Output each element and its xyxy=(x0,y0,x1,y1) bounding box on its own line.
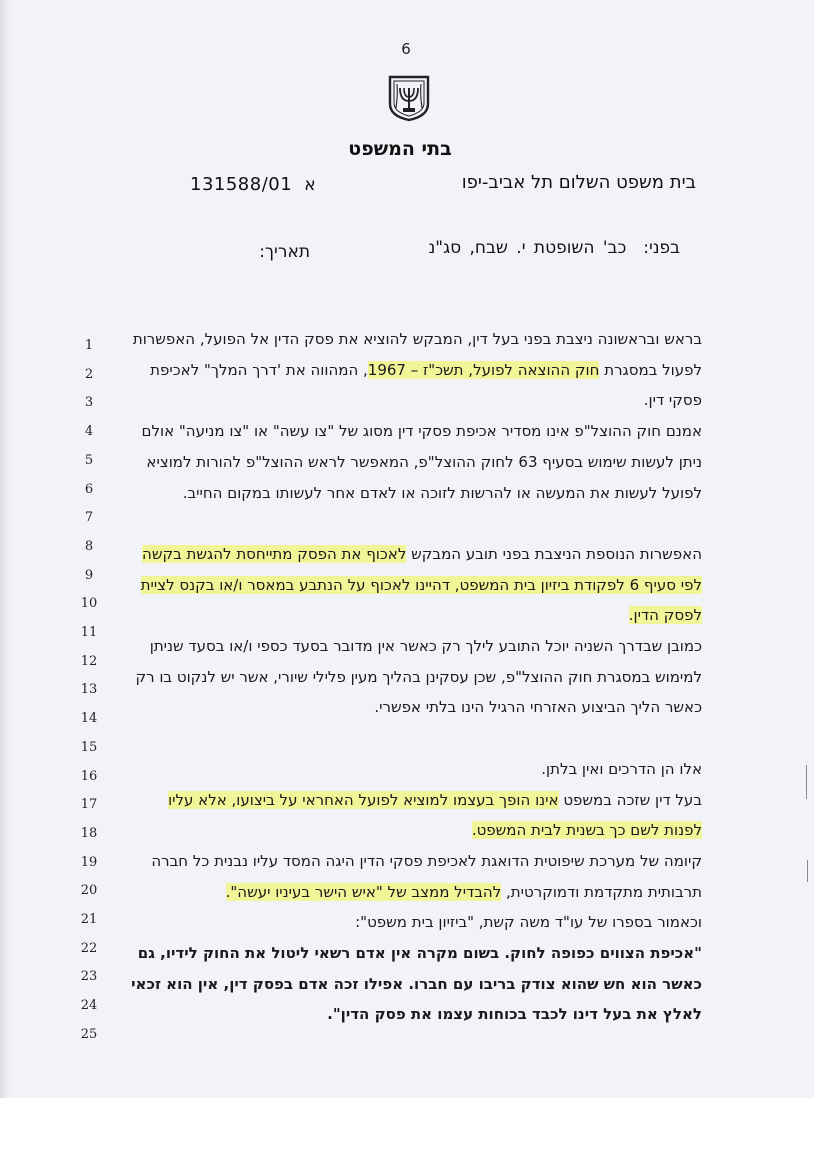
line-number: 6 xyxy=(84,481,94,497)
line-number: 24 xyxy=(80,998,98,1014)
line-number: 2 xyxy=(84,366,94,382)
line-number: 19 xyxy=(80,854,98,870)
highlighted-text: לאכוף את הפסק מתייחסת להגשת בקשה לפי סעיף 6 לפקודת ביזיון בית המשפט, דהיינו לאכוף על הנתבע במאסר ו/או בקנס לציית לפסק הדין. xyxy=(140,544,702,625)
line-number: 23 xyxy=(80,969,98,985)
case-number-suffix: א xyxy=(304,175,317,195)
highlighted-text: להבדיל ממצב של "איש הישר בעיניו יעשה". xyxy=(225,882,502,901)
line-number: 3 xyxy=(84,395,94,411)
line-number: 8 xyxy=(84,538,94,554)
paragraph-litigant xyxy=(126,785,702,846)
line-number: 25 xyxy=(80,1026,98,1042)
line-number: 11 xyxy=(80,625,98,640)
paragraph-text: בראש ובראשונה ניצבת בפני בעל דין, המבקש להוציא את פסק הדין אל הפועל, האפשרות לפעול במסגרת xyxy=(132,330,702,379)
highlighted-text: אינו הופך בעצמו למוציא לפועל האחראי על ביצועו, אלא עליו xyxy=(168,790,559,809)
paragraph-text: קיומה של מערכת שיפוטית הדואגת לאכיפת פסקי הדין היגה המסד עליו נבנית כל חברה תרבותית מתקדמת ודמוקרטית, xyxy=(151,851,702,901)
scan-speck xyxy=(807,860,808,882)
line-number: 4 xyxy=(84,424,94,440)
court-system-title: בתי המשפט xyxy=(348,138,452,160)
line-number: 20 xyxy=(80,883,98,899)
paragraph-text: , המהווה את 'דרך המלך" לאכיפת פסקי דין. xyxy=(150,360,702,410)
paragraph-section-63: אמנם חוק ההוצל"פ אינו מסדיר אכיפת פסקי דין מסוג של "צו עשה" או "צו מניעה" אולם ניתן לעשות שימוש בסעיף 63 לחוק ההוצל"פ, המאפשר לראש ההוצל"פ להורות למוציא לפועל לעשות את המעשה או להרשות לזוכה או לאדם אחר לעשותו במקום החייב. xyxy=(141,422,702,502)
before-label: בפני: xyxy=(643,238,680,258)
judge-name: כב' השופטת י. שבח, סג"נ xyxy=(428,238,627,258)
line-number: 10 xyxy=(80,596,98,612)
paragraph-citation-intro: וכאמור בספרו של עו"ד משה קשת, "ביזיון בית משפט": xyxy=(355,913,702,932)
line-number: 21 xyxy=(80,912,98,927)
paragraph-second-route: כמובן שבדרך השניה יוכל התובע לילך רק כאשר אין מדובר בסעד כספי ו/או בסעד שניתן למימוש במסגרת חוק ההוצל"פ, שכן עסקינן בהליך מעין פלילי שיורי, אשר יש לנקוט בו רק כאשר הליך הביצוע האזרחי הרגיל הינו בלתי אפשרי. xyxy=(135,637,702,717)
line-number: 7 xyxy=(84,510,94,526)
date-label: תאריך: xyxy=(259,242,310,262)
case-number-value: 131588/01 xyxy=(190,174,293,195)
paragraph-text: בעל דין שזכה במשפט xyxy=(558,790,702,809)
line-number: 13 xyxy=(80,682,98,698)
highlighted-text: חוק ההוצאה לפועל, תשכ"ז – 1967 xyxy=(367,360,600,379)
line-number: 1 xyxy=(84,338,94,353)
highlighted-text: לפנות לשם כך בשנית לבית המשפט. xyxy=(471,821,702,840)
blank-line xyxy=(126,723,702,754)
paragraph-contempt-option xyxy=(126,539,702,631)
line-number: 9 xyxy=(84,567,94,583)
line-number: 17 xyxy=(80,797,98,813)
decision-body xyxy=(126,324,702,1030)
scan-speck xyxy=(806,765,807,799)
paragraph-enforcement-law xyxy=(126,324,702,416)
line-number: 16 xyxy=(80,768,98,784)
blank-line xyxy=(126,508,702,539)
state-emblem-icon xyxy=(386,74,432,122)
line-number: 14 xyxy=(80,711,98,727)
page-number: 6 xyxy=(401,40,411,58)
judge-line xyxy=(380,238,680,258)
paragraph-only-ways: אלו הן הדרכים ואין בלתן. xyxy=(541,759,702,778)
line-number: 5 xyxy=(84,452,94,468)
line-number: 18 xyxy=(80,825,98,841)
line-number: 15 xyxy=(80,739,98,755)
block-quote: "אכיפת הצווים כפופה לחוק. בשום מקרה אין אדם רשאי ליטול את החוק לידיו, גם כאשר הוא חש שהוא צודק בריבו עם חברו. אפילו זכה אדם בפסק דין, אין הוא זכאי לאלץ את בעל דינו לכבד בכוחות עצמו את פסק הדין". xyxy=(131,944,702,1024)
line-number: 22 xyxy=(80,940,98,956)
line-number: 12 xyxy=(80,653,98,669)
court-name: בית משפט השלום תל אביב-יפו xyxy=(461,172,696,193)
paragraph-text: האפשרות הנוספת הניצבת בפני תובע המבקש xyxy=(406,544,702,563)
case-number xyxy=(190,174,340,195)
paragraph-judicial-system xyxy=(126,846,702,907)
